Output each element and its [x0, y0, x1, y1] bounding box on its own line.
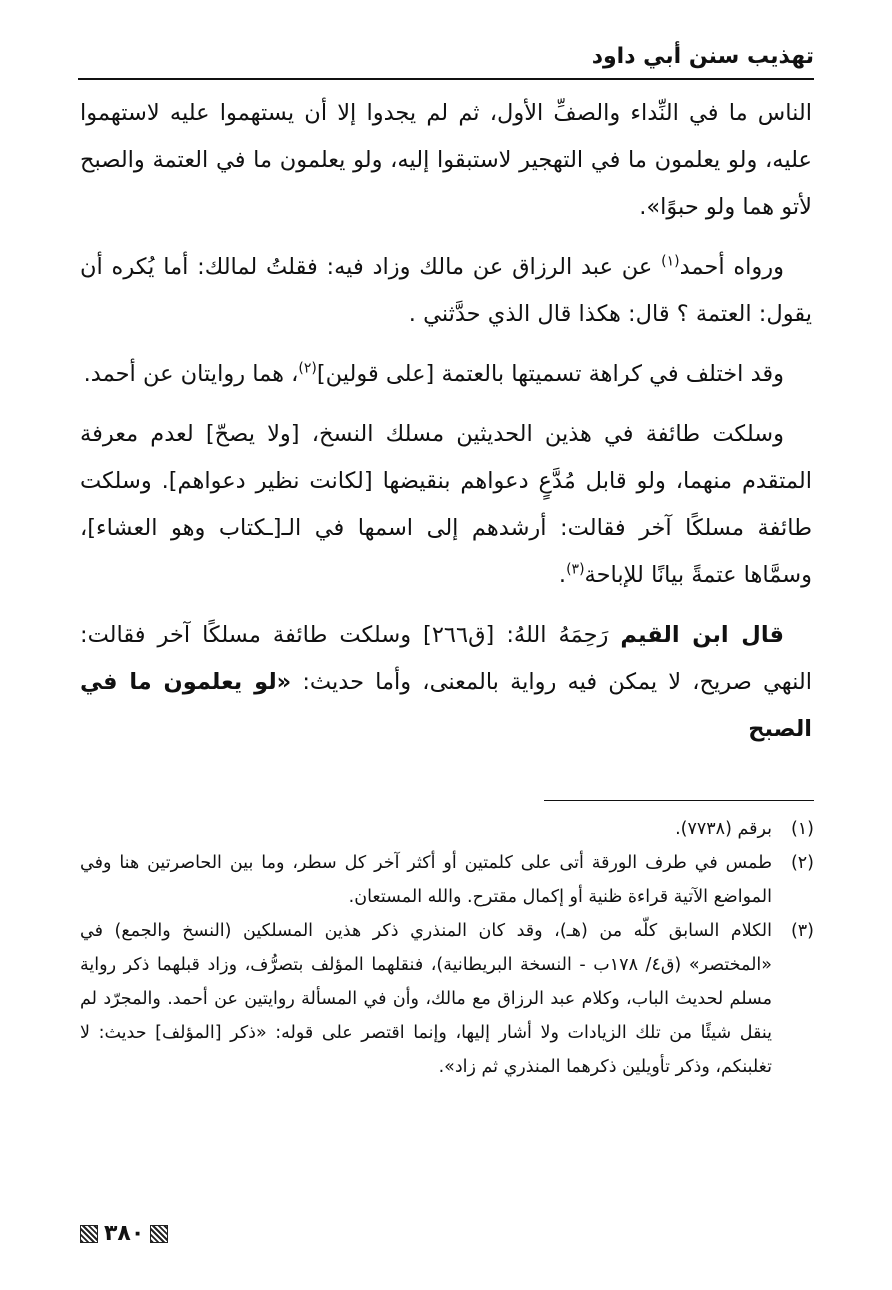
- paragraph-5-middle: : [ق٢٦٦] وسلكت طائفة مسلكًا آخر فقالت: النهي صريح، لا يمكن فيه رواية بالمعنى، وأما حديث:: [80, 622, 812, 695]
- footnotes: [80, 812, 814, 1084]
- paragraph-3-before: وقد اختلف في كراهة تسميتها بالعتمة [على قولين]: [316, 361, 784, 387]
- paragraph-2-before: ورواه أحمد: [679, 254, 784, 280]
- paragraph-3-after: ، هما روايتان عن أحمد.: [83, 361, 299, 387]
- footnote-ref-1[interactable]: (١): [661, 253, 680, 270]
- paragraph-4-after: .: [558, 562, 567, 588]
- paragraph-2-after: عن عبد الرزاق عن مالك وزاد فيه: فقلتُ لمالك: أما يُكره أن يقول: العتمة ؟ قال: هكذا قال الذي حدَّثني .: [80, 254, 812, 327]
- footnote-text: برقم (٧٧٣٨).: [675, 819, 772, 839]
- footnote-text: طمس في طرف الورقة أتى على كلمتين أو أكثر آخر كل سطر، وما بين الحاصرتين هنا وفي المواضع الآتية قراءة ظنية أو إكمال مقترح. والله المستعان.: [80, 853, 772, 907]
- page-number: ٣٨٠: [104, 1221, 145, 1246]
- decorative-square-icon: [80, 1225, 98, 1243]
- paragraph-4: [80, 411, 812, 599]
- header-title: تهذيب سنن أبي داود: [591, 44, 814, 69]
- decorative-square-icon: [150, 1225, 168, 1243]
- footnote-2: [80, 846, 814, 914]
- paragraph-1: الناس ما في النِّداء والصفِّ الأول، ثم لم يجدوا إلا أن يستهموا عليه لاستهموا عليه، ولو يعلمون ما في التهجير لاستبقوا إليه، ولو يعلمون ما في العتمة والصبح لأتو هما ولو حبوًا».: [80, 100, 812, 220]
- author-name: قال ابن القيم: [620, 622, 784, 648]
- paragraph-4-before: وسلكت طائفة في هذين الحديثين مسلك النسخ، [ولا يصحّ] لعدم معرفة المتقدم منهما، ولو قابل مُدَّعٍ دعواهم بنقيضها [لكانت نظير دعواهم]. وسلكت طائفة مسلكًا آخر فقالت: أرشدهم إلى اسمها في الـ[ـكتاب وهو العشاء]، وسمَّاها عتمةً بيانًا للإباحة: [80, 421, 812, 588]
- running-header: [78, 40, 814, 80]
- honorific: رَحِمَهُ اللهُ: [513, 622, 621, 648]
- paragraph-2: [80, 244, 812, 338]
- footnote-divider: [544, 800, 814, 801]
- paragraph-5: [80, 612, 812, 753]
- footnote-number: (٣): [790, 921, 814, 941]
- page-number-block: [80, 1221, 168, 1246]
- hadith-quote: «لو يعلمون ما في الصبح: [80, 669, 812, 742]
- main-text: [80, 90, 812, 766]
- footnote-number: (١): [790, 819, 814, 839]
- footnote-1: [80, 812, 814, 846]
- footnote-number: (٢): [790, 853, 814, 873]
- paragraph-3: [80, 351, 812, 398]
- footnote-3: [80, 914, 814, 1084]
- footnote-ref-2[interactable]: (٢): [298, 360, 317, 377]
- footnote-ref-3[interactable]: (٣): [566, 561, 585, 578]
- footnote-text: الكلام السابق كلّه من (هـ)، وقد كان المنذري ذكر هذين المسلكين (النسخ والجمع) في «المختصر» (ق٤/ ١٧٨ب - النسخة البريطانية)، فنقلهما المؤلف بتصرُّف، وزاد قبلهما ذكر رواية مسلم لحديث الباب، وكلام عبد الرزاق مع مالك، وأن في المسألة روايتين عن أحمد. والمجرّد لم ينقل شيئًا من تلك الزيادات ولا أشار إليها، وإنما اقتصر على قوله: «ذكر [المؤلف] حديث: لا تغلبنكم، وذكر تأويلين ذكرهما المنذري ثم زاد».: [80, 921, 772, 1077]
